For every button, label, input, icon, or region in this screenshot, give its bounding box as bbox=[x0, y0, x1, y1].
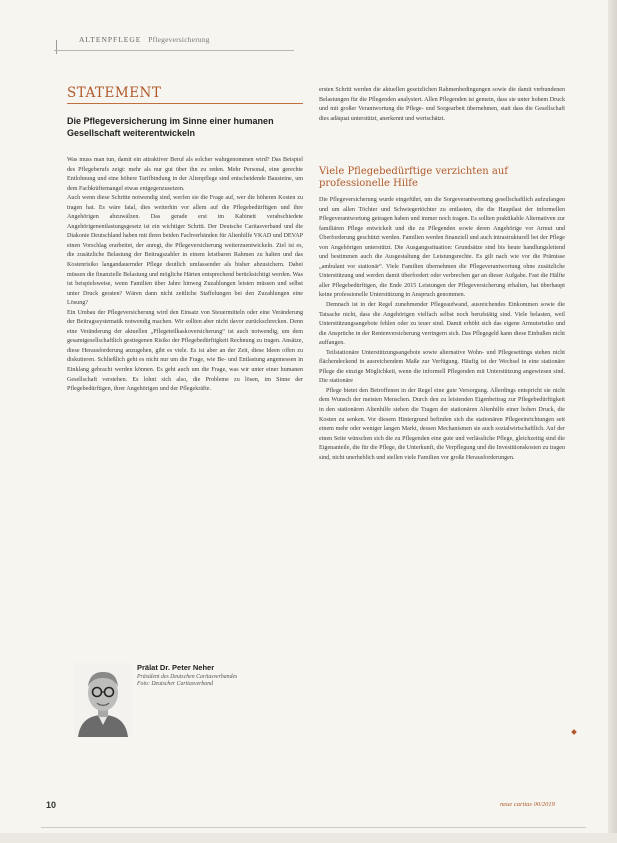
author-portrait bbox=[74, 663, 132, 737]
statement-paragraph: Auch wenn diese Schritte notwendig sind, werfen sie die Frage auf, wer die höheren Kosten zu tragen hat. Es wäre fatal, dies weiterhin vor allem auf die Pflegebedürftigen und ihre Angehörigen abzuwälzen. Das gerade erst im Kabinett verabschiedete Angehörigenentlastungsgesetz ist ein wichtiger Schritt. Der Deutsche Caritasverband und die Diakonie Deutschland haben mit ihren beiden Fachverbänden für Altenhilfe VKAD und DEVAP einen Vorschlag erarbeitet, der anregt, die Pflegeversicherung weiterzuentwickeln. Ziel ist es, die zusätzliche Belastung der Beitragszahler in einem leistbaren Rahmen zu halten und das Kostenrisiko langandauernder Pflege deutlich umfassender als bisher abzusichern. Dabei müssen die finanzielle Belastung und mögliche Härten entsprechend berücksichtigt werden. Was ist beispielsweise, wenn Familien über Jahre hinweg Zuzahlungen leisten müssen und selbst unter Druck geraten? Wären dann nicht zeitliche Staffelungen bei den Zuzahlungen eine Lösung? bbox=[67, 195, 303, 307]
running-head-subsection: Pflegeversicherung bbox=[148, 35, 210, 44]
corner-mark bbox=[56, 40, 57, 54]
article-subheading: Viele Pflegebedürftige verzichten auf professionelle Hilfe bbox=[319, 166, 508, 189]
magazine-name: neue caritas 00/2019 bbox=[500, 801, 555, 808]
photo-credit: Foto: Deutscher Caritasverband bbox=[137, 681, 213, 688]
statement-body bbox=[67, 156, 303, 395]
statement-rule bbox=[67, 103, 303, 104]
running-head-section: ALTENPFLEGE bbox=[79, 35, 142, 44]
article-paragraph: Die Pflegeversicherung wurde eingeführt, um die Sorgeverantwortung gesellschaftlich aufzufangen und um allen Töchter und Schwiegertöchter zu entlasten, die die Hauptlast der informellen Pflegeverantwortung getragen haben und immer noch tragen. Es sollten praktikable Alternativen zur familiären Pflege entwickelt und die zu Pflegenden sowie deren Angehörige vor Armut und Überforderung geschützt werden. Familien werden finanziell und auch intrastrukturell bei der Pflege von Angehörigen unterstützt. Die Ausgangssituation: Grundsätze sind bis heute handlungsleitend und bestimmen auch die Ausgestaltung der Leistungsrechte. Es gilt nach wie vor die Prämisse „ambulant vor stationär“. Viele Familien übernehmen die Pflegeverantwortung ohne zusätzliche Unterstützung und werden damit überfordert oder verbrechen gar an dieser Aufgabe. Fast die Hälfte aller Pflegebedürftigen, die Ende 2015 Leistungen der Pflegeversicherung erhalten, hat überhaupt keine professionelle Unterstützung in Anspruch genommen. bbox=[319, 197, 565, 299]
page-edge-right bbox=[608, 0, 617, 843]
author-name: Prälat Dr. Peter Neher bbox=[137, 663, 215, 672]
article-paragraph: ersten Schritt werden die aktuellen gesetzlichen Rahmenbedingungen sowie die damit verbundenen Belastungen für die Pflegenden analysiert. Allen Pflegenden ist gemein, dass sie unter hohem Druck und mit großer Verantwortung die Pflege- und Sorgearbeit übernehmen, statt dass die Gesellschaft dies adäquat unterstützt, anerkennt und wertschätzt. bbox=[319, 87, 565, 122]
article-paragraph: Pflege bietet den Betroffenen in der Regel eine gute Versorgung. Allerdings entspricht sie nicht dem Wunsch der meisten Menschen. Durch den zu leistenden Eigenbeitrag zur Pflegebedürftigkeit in den stationären Altenhilfe stehen die Tragen der stationären Altenhilfe einer hohen Druck, die Kosten zu senken. Vor diesem Hintergrund befinden sich die stationären Pflegeeinrichtungen seit einem mehr oder weniger langen Markt, dessen Mechanismen sie auch sozialwirtschaftlich. Auf der einen Seite wünschen sich die zu Pflegenden eine gute und verlässliche Pflege, gleichzeitig sind die Eigenanteile, die für die Pflege, die Unterkunft, die Verpflegung und die Investitionskosten zu tragen sind, nicht unerheblich und stellen viele Familien vor große Herausforderungen. bbox=[319, 387, 565, 461]
bottom-rule bbox=[41, 827, 586, 828]
article-paragraph: Teilstationäre Unterstützungsangebote sowie alternative Wohn- und Pflegesettings stehen nicht flächendeckend in ausreichendem Maße zur Verfügung. Häufig ist der Wechsel in eine stationäre Pflege die einzige Möglichkeit, wenn die informell Pflegenden mit Unterstützung angewiesen sind. Die stationäre bbox=[319, 349, 565, 385]
author-role bbox=[137, 674, 307, 688]
article-end-mark bbox=[571, 729, 577, 735]
statement-paragraph: Was muss man tun, damit ein attraktiver Beruf als solcher wahrgenommen wird? Das Beispiel des Pflegeberufs zeigt: mehr als nur gut über ihn zu reden. Mehr Personal, eine gerechte Entlohnung und eine höhere Tarifbindung in der Altenpflege sind entscheidende Bausteine, um dem Fachkräftemangel etwas entgegenzusetzen. bbox=[67, 157, 303, 192]
page-edge-bottom bbox=[0, 833, 617, 843]
statement-paragraph: Ein Umbau der Pflegeversicherung wird den Einsatz von Steuermitteln oder eine Veränderung der Beitragssystematik notwendig machen. Wir sollten aber nicht davor zurückschrecken. Denn eine Veränderung der aktuellen „Pflegeteilkaskoversicherung“ ist auch notwendig, um dem gesamtgesellschaftlich gestiegenen Risiko der Pflegebedürftigkeit Rechnung zu tragen. Ansätze, diese Herausforderung anzugehen, gibt es viele. Es ist aber an der Zeit, diese Ideen offen zu diskutieren. Schließlich geht es nicht nur um die Frage, wie Be- und Entlastung angemessen in Einklang gebracht werden können. Es geht auch um die Frage, was wir unter einer humanen Gesellschaft verstehen. Es lohnt sich also, die Probleme zu lösen, im Sinne der Pflegebedürftigen, ihrer Angehörigen und der Pflegekräfte. bbox=[67, 309, 303, 393]
article-continuation bbox=[319, 86, 565, 124]
statement-title: STATEMENT bbox=[67, 85, 162, 101]
article-body bbox=[319, 196, 565, 463]
author-role-text: Präsident des Deutschen Caritasverbandes bbox=[137, 674, 238, 680]
page-number: 10 bbox=[46, 800, 57, 810]
header-rule bbox=[54, 50, 294, 51]
running-head bbox=[79, 35, 210, 44]
statement-subheading: Die Pflegeversicherung im Sinne einer humanen Gesellschaft weiterentwickeln bbox=[67, 116, 274, 138]
article-paragraph: Demnach ist in der Regel zunehmender Pflegeaufwand, ausreichendes Einkommen sowie die Tatsache nicht, dass die Angehörigen vielfach selbst noch berufstätig sind. Viele belasten, weil Unterstützungsangebote fehlen oder zu teuer sind. Damit erhöht sich das eigene Armutsrisiko und die Ansprüche in der Rentenversicherung verringern sich. Das Pflegegeld kann diese Einbußen nicht auffangen. bbox=[319, 302, 565, 347]
